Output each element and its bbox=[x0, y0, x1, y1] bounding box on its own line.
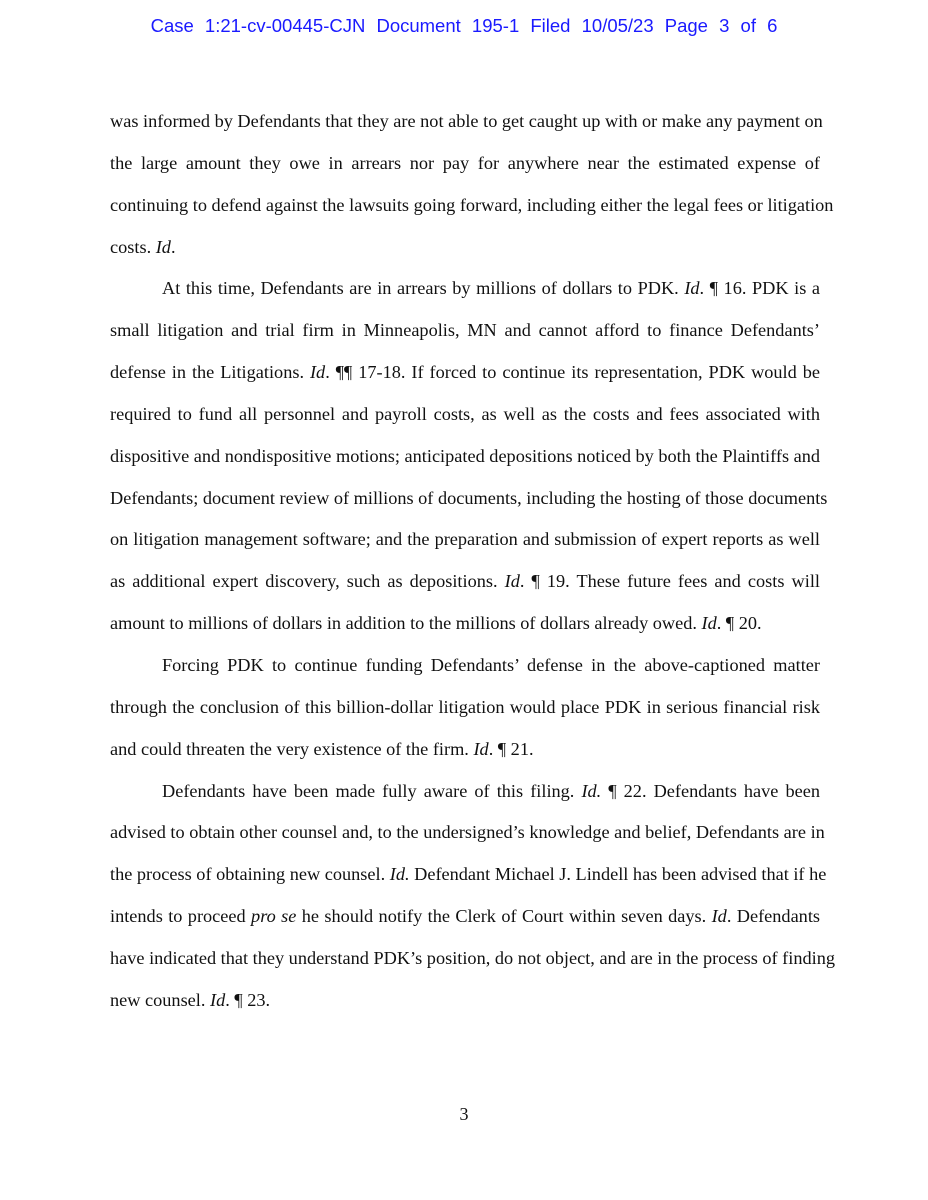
text-run: new counsel. bbox=[110, 989, 211, 1010]
text-run: . bbox=[170, 236, 176, 257]
text-run: have indicated that they understand PDK’s position, do not object, and are in the process of finding bbox=[110, 947, 835, 968]
text-run: small litigation and trial firm in Minneapolis, MN and cannot afford to finance Defendants’ bbox=[110, 320, 820, 341]
text-run: Defendant Michael J. Lindell has been advised that if he bbox=[409, 864, 827, 885]
text-run: defense in the Litigations. bbox=[110, 362, 310, 383]
text-line bbox=[110, 317, 820, 359]
text-run: intends to proceed bbox=[110, 906, 252, 927]
text-line bbox=[110, 819, 825, 861]
italic-text: Id bbox=[711, 906, 727, 927]
text-run: costs. bbox=[110, 236, 156, 257]
text-run: At this time, Defendants are in arrears by millions of dollars to PDK. bbox=[162, 278, 685, 299]
italic-text: Id bbox=[701, 613, 717, 634]
text-run: required to fund all personnel and payroll costs, as well as the costs and fees associated with bbox=[110, 403, 820, 424]
text-run: ¶ 22. Defendants have been bbox=[601, 780, 820, 801]
text-run: continuing to defend against the lawsuits going forward, including either the legal fees or litigation bbox=[110, 194, 834, 215]
text-run: . ¶ 20. bbox=[716, 613, 762, 634]
text-run: . ¶ 19. These future fees and costs will bbox=[519, 571, 820, 592]
text-line bbox=[110, 945, 835, 987]
text-run: he should notify the Clerk of Court within seven days. bbox=[296, 906, 712, 927]
text-run: the large amount they owe in arrears nor pay for anywhere near the estimated expense of bbox=[110, 152, 820, 173]
text-run: advised to obtain other counsel and, to the undersigned’s knowledge and belief, Defendants are in bbox=[110, 822, 825, 843]
text-line bbox=[110, 275, 820, 317]
text-line bbox=[110, 526, 820, 568]
text-line bbox=[110, 736, 820, 778]
italic-text: Id bbox=[210, 989, 226, 1010]
text-run: . ¶¶ 17-18. If forced to continue its representation, PDK would be bbox=[325, 362, 820, 383]
italic-text: Id bbox=[684, 278, 700, 299]
text-run: . Defendants bbox=[726, 906, 821, 927]
text-line bbox=[110, 192, 834, 234]
text-line bbox=[110, 108, 823, 150]
paragraph bbox=[110, 275, 828, 652]
text-run: amount to millions of dollars in addition to the millions of dollars already owed. bbox=[110, 613, 702, 634]
italic-text: pro se bbox=[251, 906, 297, 927]
text-run: through the conclusion of this billion-dollar litigation would place PDK in serious financial risk bbox=[110, 696, 820, 717]
paragraph bbox=[110, 652, 820, 778]
text-run: the process of obtaining new counsel. bbox=[110, 864, 390, 885]
text-line bbox=[110, 234, 820, 276]
text-line bbox=[110, 359, 820, 401]
italic-text: Id bbox=[504, 571, 520, 592]
text-run: Defendants have been made fully aware of this filing. bbox=[162, 780, 582, 801]
text-run: Defendants; document review of millions of documents, including the hosting of those documents bbox=[110, 487, 828, 508]
text-run: was informed by Defendants that they are not able to get caught up with or make any payment on bbox=[110, 111, 823, 131]
text-line bbox=[110, 987, 820, 1029]
text-line bbox=[110, 610, 820, 652]
text-line bbox=[110, 568, 820, 610]
italic-text: Id bbox=[309, 362, 326, 383]
text-run: dispositive and nondispositive motions; anticipated depositions noticed by both the Plaintiffs and bbox=[110, 445, 821, 466]
paragraph bbox=[110, 108, 834, 275]
text-run: . ¶ 16. PDK is a bbox=[699, 278, 821, 299]
text-line bbox=[110, 150, 820, 192]
text-run: as additional expert discovery, such as depositions. bbox=[110, 571, 505, 592]
text-run: . ¶ 23. bbox=[225, 989, 271, 1010]
page-number: 3 bbox=[459, 1104, 469, 1124]
text-run: and could threaten the very existence of the firm. bbox=[110, 738, 474, 759]
text-line bbox=[110, 694, 820, 736]
text-run: Forcing PDK to continue funding Defendants’ defense in the above-captioned matter bbox=[162, 654, 820, 675]
italic-text: Id. bbox=[581, 780, 602, 801]
text-line bbox=[110, 485, 828, 527]
italic-text: Id bbox=[473, 738, 489, 759]
text-run: . ¶ 21. bbox=[488, 738, 534, 759]
document-body bbox=[110, 108, 835, 1029]
text-run: on litigation management software; and the preparation and submission of expert reports as well bbox=[110, 529, 820, 550]
text-line bbox=[110, 401, 820, 443]
italic-text: Id. bbox=[389, 864, 410, 885]
text-line bbox=[110, 861, 827, 903]
text-line bbox=[110, 903, 820, 945]
text-line bbox=[110, 443, 820, 485]
italic-text: Id bbox=[155, 236, 171, 257]
text-line bbox=[110, 652, 820, 694]
ecf-header-stamp: Case 1:21-cv-00445-CJN Document 195-1 Filed 10/05/23 Page 3 of 6 bbox=[150, 15, 778, 36]
paragraph bbox=[110, 778, 835, 1029]
text-line bbox=[110, 778, 820, 820]
